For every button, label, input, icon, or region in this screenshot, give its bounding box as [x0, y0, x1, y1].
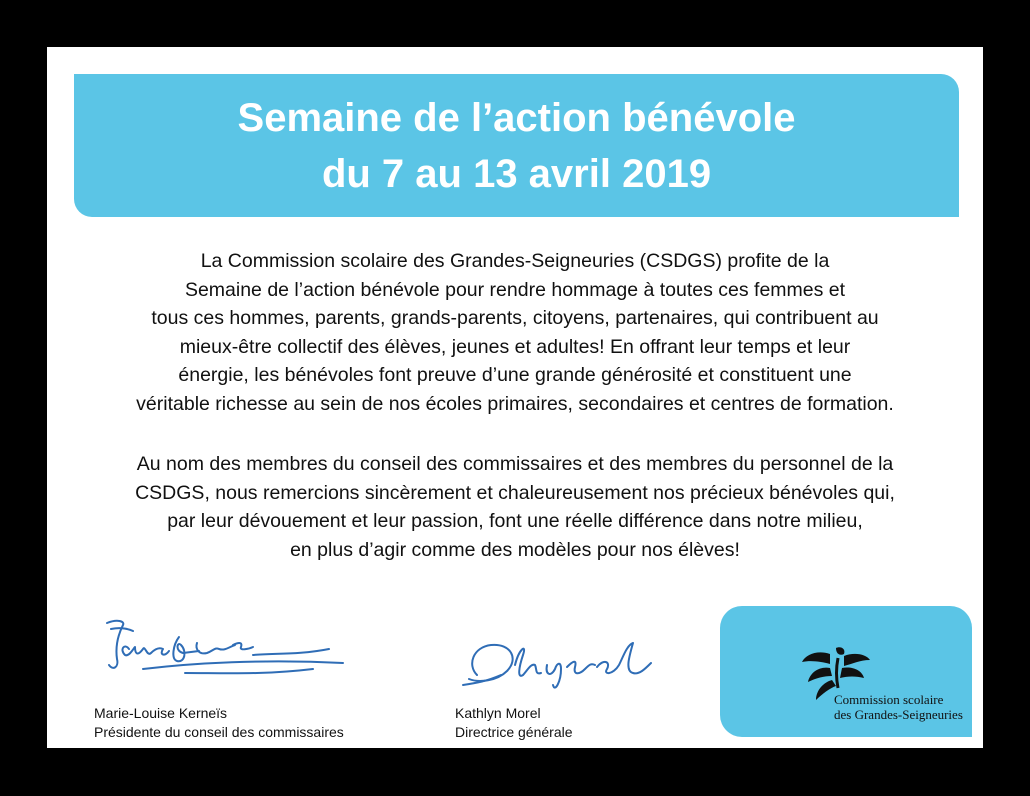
title-line-1: Semaine de l’action bénévole	[237, 95, 796, 140]
paragraph-line: CSDGS, nous remercions sincèrement et chaleureusement nos précieux bénévoles qui,	[135, 481, 895, 504]
organization-logo-panel	[720, 606, 972, 737]
paragraph-thanks	[77, 450, 953, 564]
paragraph-line: énergie, les bénévoles font preuve d’une grande générosité et constituent une	[178, 364, 852, 387]
signatory-name: Kathlyn Morel	[455, 705, 541, 721]
certificate-page	[47, 47, 983, 748]
paragraph-line: La Commission scolaire des Grandes-Seigneuries (CSDGS) profite de la	[200, 250, 830, 272]
logo-wordmark	[834, 692, 963, 722]
signatory-director	[455, 704, 573, 742]
logo-line-1: Commission scolaire	[834, 692, 944, 707]
paragraph-line: mieux-être collectif des élèves, jeunes et adultes! En offrant leur temps et leur	[179, 335, 851, 358]
paragraph-line: par leur dévouement et leur passion, font une réelle différence dans notre milieu,	[167, 510, 863, 533]
title-banner	[74, 74, 959, 217]
paragraph-line: tous ces hommes, parents, grands-parents, citoyens, partenaires, qui contribuent au	[151, 307, 879, 330]
paragraph-line: en plus d’agir comme des modèles pour nos élèves!	[290, 538, 740, 561]
paragraph-line: Semaine de l’action bénévole pour rendre hommage à toutes ces femmes et	[184, 278, 846, 301]
paragraph-line: véritable richesse au sein de nos écoles primaires, secondaires et centres de formation.	[136, 392, 894, 415]
logo-line-2: des Grandes-Seigneuries	[834, 707, 963, 722]
signatory-president	[94, 704, 344, 742]
signatory-title: Directrice générale	[455, 724, 573, 740]
signatory-title: Présidente du conseil des commissaires	[94, 724, 344, 740]
signatory-name: Marie-Louise Kerneïs	[94, 705, 228, 721]
paragraph-line: Au nom des membres du conseil des commissaires et des membres du personnel de la	[136, 453, 894, 475]
president-signature	[103, 615, 353, 693]
paragraph-tribute	[77, 247, 953, 419]
title-line-2: du 7 au 13 avril 2019	[321, 151, 712, 196]
director-signature	[457, 635, 657, 695]
